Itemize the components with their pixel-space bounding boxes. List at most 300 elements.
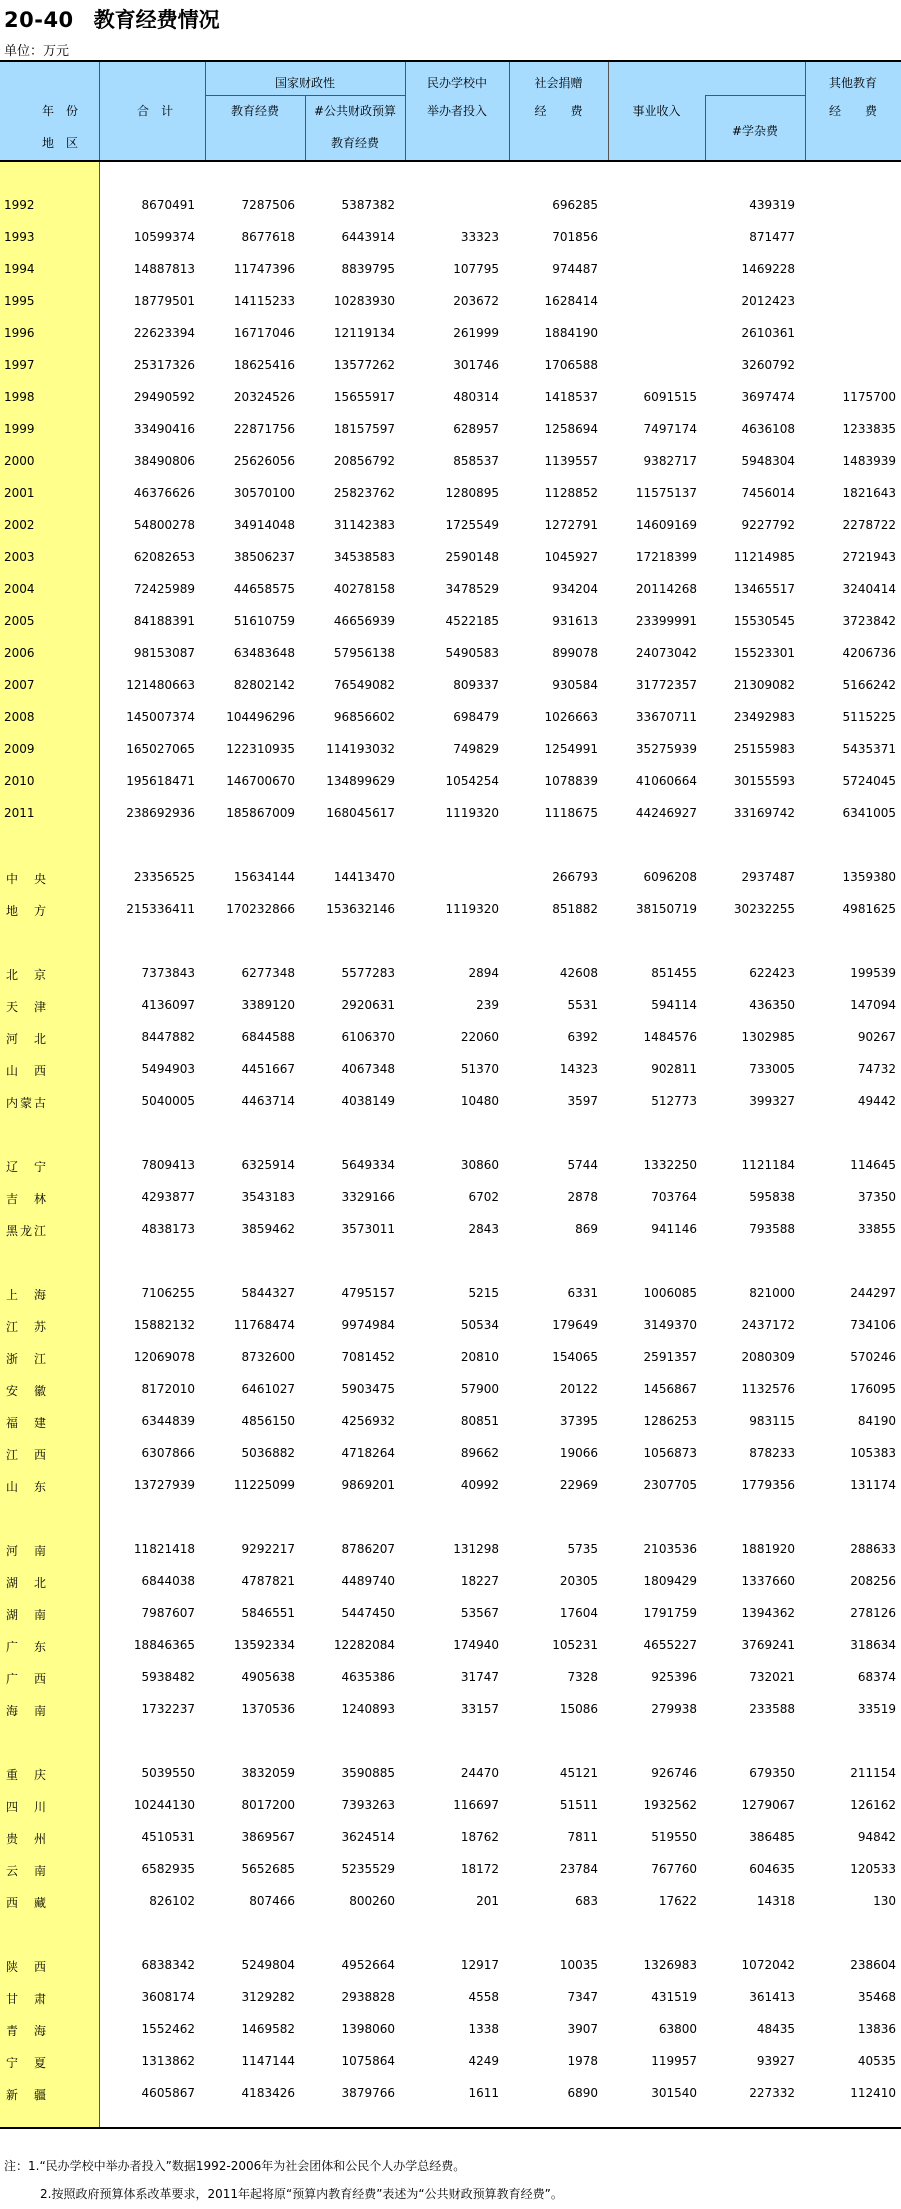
row-label: 2011 xyxy=(4,806,35,820)
cell-don: 701856 xyxy=(552,230,598,244)
row-label: 湖 北 xyxy=(6,1576,49,1590)
cell-don: 37395 xyxy=(559,1414,598,1428)
cell-tui: 2937487 xyxy=(741,870,795,884)
cell-tui: 436350 xyxy=(749,998,795,1012)
cell-pub: 14413470 xyxy=(333,870,395,884)
cell-priv: 201 xyxy=(476,1894,499,1908)
cell-oth: 278126 xyxy=(850,1606,896,1620)
cell-oth: 2721943 xyxy=(842,550,896,564)
cell-pub: 5447450 xyxy=(341,1606,395,1620)
header-total: 合 计 xyxy=(136,104,173,118)
cell-oth: 208256 xyxy=(850,1574,896,1588)
cell-car: 33670711 xyxy=(635,710,697,724)
cell-oth: 68374 xyxy=(857,1670,896,1684)
cell-tui: 15530545 xyxy=(733,614,795,628)
table-number: 20-40 xyxy=(4,8,74,32)
cell-don: 20305 xyxy=(559,1574,598,1588)
cell-gov: 3832059 xyxy=(241,1766,295,1780)
cell-gov: 5249804 xyxy=(241,1958,295,1972)
cell-total: 1313862 xyxy=(141,2054,195,2068)
cell-don: 45121 xyxy=(559,1766,598,1780)
row-label: 2009 xyxy=(4,742,35,756)
table-row xyxy=(0,1694,901,1724)
cell-total: 11821418 xyxy=(133,1542,195,1556)
cell-oth: 120533 xyxy=(850,1862,896,1876)
cell-total: 46376626 xyxy=(133,486,195,500)
row-label: 浙 江 xyxy=(6,1352,49,1366)
table-row xyxy=(0,1406,901,1436)
row-label: 1997 xyxy=(4,358,35,372)
cell-tui: 878233 xyxy=(749,1446,795,1460)
cell-car: 1326983 xyxy=(643,1958,697,1972)
cell-pub: 96856602 xyxy=(333,710,395,724)
table-row xyxy=(0,1342,901,1372)
row-label: 2000 xyxy=(4,454,35,468)
table-row xyxy=(0,1598,901,1628)
table-row xyxy=(0,446,901,476)
cell-don: 3597 xyxy=(567,1094,598,1108)
table-row xyxy=(0,766,901,796)
cell-tui: 227332 xyxy=(749,2086,795,2100)
cell-don: 1026663 xyxy=(544,710,598,724)
cell-pub: 4256932 xyxy=(341,1414,395,1428)
cell-gov: 5846551 xyxy=(241,1606,295,1620)
cell-oth: 1359380 xyxy=(842,870,896,884)
table-row xyxy=(0,2046,901,2076)
cell-pub: 8786207 xyxy=(341,1542,395,1556)
cell-gov: 20324526 xyxy=(233,390,295,404)
cell-don: 6331 xyxy=(567,1286,598,1300)
row-label: 2003 xyxy=(4,550,35,564)
cell-tui: 1394362 xyxy=(741,1606,795,1620)
cell-tui: 871477 xyxy=(749,230,795,244)
cell-pub: 3624514 xyxy=(341,1830,395,1844)
cell-pub: 76549082 xyxy=(333,678,395,692)
cell-priv: 2590148 xyxy=(445,550,499,564)
cell-total: 8447882 xyxy=(141,1030,195,1044)
cell-tui: 93927 xyxy=(756,2054,795,2068)
cell-don: 1045927 xyxy=(544,550,598,564)
cell-gov: 1147144 xyxy=(241,2054,295,2068)
cell-pub: 2938828 xyxy=(341,1990,395,2004)
cell-priv: 628957 xyxy=(453,422,499,436)
row-label: 安 徽 xyxy=(6,1384,49,1398)
cell-oth: 112410 xyxy=(850,2086,896,2100)
cell-pub: 8839795 xyxy=(341,262,395,276)
cell-priv: 31747 xyxy=(460,1670,499,1684)
cell-pub: 3590885 xyxy=(341,1766,395,1780)
table-row xyxy=(0,1758,901,1788)
table-row xyxy=(0,286,901,316)
cell-pub: 12119134 xyxy=(333,326,395,340)
cell-pub: 4635386 xyxy=(341,1670,395,1684)
cell-pub: 5235529 xyxy=(341,1862,395,1876)
cell-priv: 174940 xyxy=(453,1638,499,1652)
row-label: 山 西 xyxy=(6,1064,49,1078)
cell-car: 851455 xyxy=(651,966,697,980)
cell-don: 1258694 xyxy=(544,422,598,436)
cell-don: 6392 xyxy=(567,1030,598,1044)
cell-pub: 153632146 xyxy=(326,902,395,916)
cell-car: 20114268 xyxy=(635,582,697,596)
cell-don: 899078 xyxy=(552,646,598,660)
cell-priv: 1725549 xyxy=(445,518,499,532)
row-label: 新 疆 xyxy=(6,2088,49,2102)
row-label: 北 京 xyxy=(6,968,49,982)
table-row xyxy=(0,1822,901,1852)
cell-pub: 3879766 xyxy=(341,2086,395,2100)
row-label: 中 央 xyxy=(6,872,49,886)
row-label: 1999 xyxy=(4,422,35,436)
header-donation-1: 社会捐赠 xyxy=(534,76,583,90)
cell-priv: 1280895 xyxy=(445,486,499,500)
cell-car: 1809429 xyxy=(643,1574,697,1588)
row-label: 1998 xyxy=(4,390,35,404)
cell-oth: 288633 xyxy=(850,1542,896,1556)
cell-gov: 22871756 xyxy=(233,422,295,436)
row-label: 西 藏 xyxy=(6,1896,49,1910)
cell-pub: 6443914 xyxy=(341,230,395,244)
cell-gov: 1370536 xyxy=(241,1702,295,1716)
cell-gov: 3389120 xyxy=(241,998,295,1012)
cell-total: 145007374 xyxy=(126,710,195,724)
row-label: 江 西 xyxy=(6,1448,49,1462)
row-label: 重 庆 xyxy=(6,1768,49,1782)
cell-priv: 3478529 xyxy=(445,582,499,596)
header-gov-group: 国家财政性 xyxy=(274,76,335,90)
table-row xyxy=(0,670,901,700)
cell-don: 22969 xyxy=(559,1478,598,1492)
cell-pub: 9869201 xyxy=(341,1478,395,1492)
unit-label: 单位：万元 xyxy=(4,44,70,59)
cell-priv: 51370 xyxy=(460,1062,499,1076)
cell-total: 33490416 xyxy=(133,422,195,436)
cell-don: 19066 xyxy=(559,1446,598,1460)
cell-don: 3907 xyxy=(567,2022,598,2036)
cell-pub: 1398060 xyxy=(341,2022,395,2036)
cell-gov: 3543183 xyxy=(241,1190,295,1204)
cell-car: 7497174 xyxy=(643,422,697,436)
cell-car: 2103536 xyxy=(643,1542,697,1556)
row-label: 甘 肃 xyxy=(6,1992,49,2006)
cell-pub: 12282084 xyxy=(333,1638,395,1652)
cell-priv: 4522185 xyxy=(445,614,499,628)
cell-pub: 18157597 xyxy=(333,422,395,436)
cell-gov: 34914048 xyxy=(233,518,295,532)
cell-oth: 244297 xyxy=(850,1286,896,1300)
cell-total: 10599374 xyxy=(133,230,195,244)
cell-oth: 105383 xyxy=(850,1446,896,1460)
cell-priv: 22060 xyxy=(460,1030,499,1044)
cell-don: 14323 xyxy=(559,1062,598,1076)
row-label: 辽 宁 xyxy=(6,1160,49,1174)
footnotes xyxy=(0,2152,563,2208)
cell-priv: 2894 xyxy=(468,966,499,980)
cell-don: 1254991 xyxy=(544,742,598,756)
cell-priv: 5490583 xyxy=(445,646,499,660)
cell-priv: 1338 xyxy=(468,2022,499,2036)
row-label: 2008 xyxy=(4,710,35,724)
cell-gov: 807466 xyxy=(249,1894,295,1908)
cell-tui: 1279067 xyxy=(741,1798,795,1812)
cell-priv: 107795 xyxy=(453,262,499,276)
cell-total: 8670491 xyxy=(141,198,195,212)
cell-oth: 84190 xyxy=(857,1414,896,1428)
row-label: 海 南 xyxy=(6,1704,49,1718)
cell-total: 62082653 xyxy=(133,550,195,564)
footnote-1: 注：1.“民办学校中举办者投入”数据1992-2006年为社会团体和公民个人办学总经费。 xyxy=(4,2159,466,2173)
table-row xyxy=(0,2014,901,2044)
cell-oth: 40535 xyxy=(857,2054,896,2068)
cell-priv: 40992 xyxy=(460,1478,499,1492)
cell-total: 121480663 xyxy=(126,678,195,692)
cell-pub: 34538583 xyxy=(333,550,395,564)
cell-gov: 122310935 xyxy=(226,742,295,756)
cell-total: 72425989 xyxy=(133,582,195,596)
footnote-2: 2.按照政府预算体系改革要求，2011年起将原“预算内教育经费”表述为“公共财政预算教育经费”。 xyxy=(40,2187,563,2201)
cell-car: 41060664 xyxy=(635,774,697,788)
cell-tui: 793588 xyxy=(749,1222,795,1236)
header-gov-edu: 教育经费 xyxy=(230,104,279,118)
table-row xyxy=(0,190,901,220)
cell-car: 119957 xyxy=(651,2054,697,2068)
cell-gov: 11768474 xyxy=(233,1318,295,1332)
cell-pub: 7081452 xyxy=(341,1350,395,1364)
cell-don: 1078839 xyxy=(544,774,598,788)
cell-tui: 386485 xyxy=(749,1830,795,1844)
cell-total: 826102 xyxy=(149,1894,195,1908)
row-label: 2006 xyxy=(4,646,35,660)
cell-priv: 18172 xyxy=(460,1862,499,1876)
cell-priv: 4558 xyxy=(468,1990,499,2004)
cell-total: 84188391 xyxy=(133,614,195,628)
cell-gov: 38506237 xyxy=(233,550,295,564)
table-row xyxy=(0,2078,901,2108)
cell-tui: 361413 xyxy=(749,1990,795,2004)
table-row xyxy=(0,254,901,284)
table-row xyxy=(0,958,901,988)
cell-priv: 301746 xyxy=(453,358,499,372)
cell-total: 7987607 xyxy=(141,1606,195,1620)
cell-don: 1272791 xyxy=(544,518,598,532)
cell-car: 2307705 xyxy=(643,1478,697,1492)
cell-oth: 3240414 xyxy=(842,582,896,596)
cell-don: 5735 xyxy=(567,1542,598,1556)
table-row xyxy=(0,798,901,828)
cell-gov: 8017200 xyxy=(241,1798,295,1812)
cell-gov: 16717046 xyxy=(233,326,295,340)
cell-total: 215336411 xyxy=(126,902,195,916)
table-row xyxy=(0,1278,901,1308)
cell-oth: 734106 xyxy=(850,1318,896,1332)
cell-gov: 14115233 xyxy=(233,294,295,308)
table-title-text: 教育经费情况 xyxy=(93,8,220,32)
cell-pub: 46656939 xyxy=(333,614,395,628)
row-label: 山 东 xyxy=(6,1480,49,1494)
cell-pub: 31142383 xyxy=(333,518,395,532)
cell-oth: 130 xyxy=(873,1894,896,1908)
cell-total: 5039550 xyxy=(141,1766,195,1780)
row-label: 青 海 xyxy=(6,2024,49,2038)
cell-gov: 30570100 xyxy=(233,486,295,500)
cell-oth: 4981625 xyxy=(842,902,896,916)
cell-pub: 20856792 xyxy=(333,454,395,468)
cell-gov: 44658575 xyxy=(233,582,295,596)
table-row xyxy=(0,1854,901,1884)
cell-priv: 239 xyxy=(476,998,499,1012)
cell-oth: 176095 xyxy=(850,1382,896,1396)
cell-total: 4838173 xyxy=(141,1222,195,1236)
cell-car: 1286253 xyxy=(643,1414,697,1428)
cell-total: 14887813 xyxy=(133,262,195,276)
cell-priv: 1054254 xyxy=(445,774,499,788)
cell-total: 29490592 xyxy=(133,390,195,404)
cell-car: 14609169 xyxy=(635,518,697,532)
row-label: 四 川 xyxy=(6,1800,49,1814)
cell-don: 7328 xyxy=(567,1670,598,1684)
cell-gov: 4451667 xyxy=(241,1062,295,1076)
bottom-rule xyxy=(0,2127,901,2129)
cell-tui: 7456014 xyxy=(741,486,795,500)
cell-car: 902811 xyxy=(651,1062,697,1076)
cell-total: 4510531 xyxy=(141,1830,195,1844)
cell-oth: 90267 xyxy=(857,1030,896,1044)
cell-tui: 25155983 xyxy=(733,742,795,756)
cell-don: 154065 xyxy=(552,1350,598,1364)
cell-gov: 4856150 xyxy=(241,1414,295,1428)
cell-tui: 622423 xyxy=(749,966,795,980)
cell-tui: 2012423 xyxy=(741,294,795,308)
cell-gov: 51610759 xyxy=(233,614,295,628)
table-row xyxy=(0,478,901,508)
cell-don: 179649 xyxy=(552,1318,598,1332)
cell-pub: 114193032 xyxy=(326,742,395,756)
cell-don: 930584 xyxy=(552,678,598,692)
cell-car: 1932562 xyxy=(643,1798,697,1812)
cell-car: 1056873 xyxy=(643,1446,697,1460)
cell-priv: 18762 xyxy=(460,1830,499,1844)
row-label: 吉 林 xyxy=(6,1192,49,1206)
cell-car: 35275939 xyxy=(635,742,697,756)
cell-oth: 114645 xyxy=(850,1158,896,1172)
cell-pub: 4952664 xyxy=(341,1958,395,1972)
cell-gov: 4905638 xyxy=(241,1670,295,1684)
header-tuition: #学杂费 xyxy=(731,124,779,138)
cell-pub: 1240893 xyxy=(341,1702,395,1716)
cell-total: 5494903 xyxy=(141,1062,195,1076)
cell-car: 279938 xyxy=(651,1702,697,1716)
cell-total: 6844038 xyxy=(141,1574,195,1588)
cell-don: 42608 xyxy=(559,966,598,980)
row-label: 贵 州 xyxy=(6,1832,49,1846)
cell-priv: 858537 xyxy=(453,454,499,468)
cell-car: 703764 xyxy=(651,1190,697,1204)
cell-total: 6838342 xyxy=(141,1958,195,1972)
cell-gov: 104496296 xyxy=(226,710,295,724)
cell-oth: 6341005 xyxy=(842,806,896,820)
cell-don: 683 xyxy=(575,1894,598,1908)
table-row xyxy=(0,606,901,636)
cell-car: 301540 xyxy=(651,2086,697,2100)
cell-don: 931613 xyxy=(552,614,598,628)
table-row xyxy=(0,1214,901,1244)
cell-don: 10035 xyxy=(559,1958,598,1972)
table-row xyxy=(0,894,901,924)
table-row xyxy=(0,702,901,732)
cell-pub: 4718264 xyxy=(341,1446,395,1460)
cell-priv: 10480 xyxy=(460,1094,499,1108)
cell-car: 512773 xyxy=(651,1094,697,1108)
cell-tui: 732021 xyxy=(749,1670,795,1684)
cell-car: 926746 xyxy=(651,1766,697,1780)
table-row xyxy=(0,1662,901,1692)
cell-tui: 733005 xyxy=(749,1062,795,1076)
row-label: 广 东 xyxy=(6,1640,49,1654)
row-label: 陕 西 xyxy=(6,1960,49,1974)
cell-pub: 15655917 xyxy=(333,390,395,404)
cell-car: 9382717 xyxy=(643,454,697,468)
row-label: 2010 xyxy=(4,774,35,788)
cell-priv: 50534 xyxy=(460,1318,499,1332)
cell-pub: 168045617 xyxy=(326,806,395,820)
cell-total: 23356525 xyxy=(133,870,195,884)
cell-pub: 800260 xyxy=(349,1894,395,1908)
cell-total: 5938482 xyxy=(141,1670,195,1684)
cell-oth: 131174 xyxy=(850,1478,896,1492)
cell-don: 1118675 xyxy=(544,806,598,820)
cell-total: 15882132 xyxy=(133,1318,195,1332)
cell-tui: 983115 xyxy=(749,1414,795,1428)
cell-tui: 595838 xyxy=(749,1190,795,1204)
table-row xyxy=(0,1790,901,1820)
cell-total: 13727939 xyxy=(133,1478,195,1492)
cell-priv: 53567 xyxy=(460,1606,499,1620)
cell-car: 17622 xyxy=(658,1894,697,1908)
cell-tui: 33169742 xyxy=(733,806,795,820)
table-row xyxy=(0,1886,901,1916)
cell-tui: 13465517 xyxy=(733,582,795,596)
row-label: 1992 xyxy=(4,198,35,212)
cell-oth: 1233835 xyxy=(842,422,896,436)
cell-pub: 57956138 xyxy=(333,646,395,660)
table-row xyxy=(0,318,901,348)
cell-total: 25317326 xyxy=(133,358,195,372)
cell-oth: 570246 xyxy=(850,1350,896,1364)
cell-total: 165027065 xyxy=(126,742,195,756)
table-row xyxy=(0,638,901,668)
cell-car: 2591357 xyxy=(643,1350,697,1364)
cell-tui: 1469228 xyxy=(741,262,795,276)
cell-don: 869 xyxy=(575,1222,598,1236)
cell-pub: 9974984 xyxy=(341,1318,395,1332)
header-donation-2: 经 费 xyxy=(534,104,583,118)
cell-gov: 9292217 xyxy=(241,1542,295,1556)
cell-car: 23399991 xyxy=(635,614,697,628)
cell-priv: 80851 xyxy=(460,1414,499,1428)
cell-car: 1791759 xyxy=(643,1606,697,1620)
cell-don: 51511 xyxy=(559,1798,598,1812)
table-row xyxy=(0,1086,901,1116)
cell-car: 4655227 xyxy=(643,1638,697,1652)
table-row xyxy=(0,414,901,444)
table-row xyxy=(0,1566,901,1596)
table-row xyxy=(0,1534,901,1564)
cell-don: 23784 xyxy=(559,1862,598,1876)
cell-total: 8172010 xyxy=(141,1382,195,1396)
table-row xyxy=(0,1150,901,1180)
cell-total: 98153087 xyxy=(133,646,195,660)
cell-tui: 821000 xyxy=(749,1286,795,1300)
